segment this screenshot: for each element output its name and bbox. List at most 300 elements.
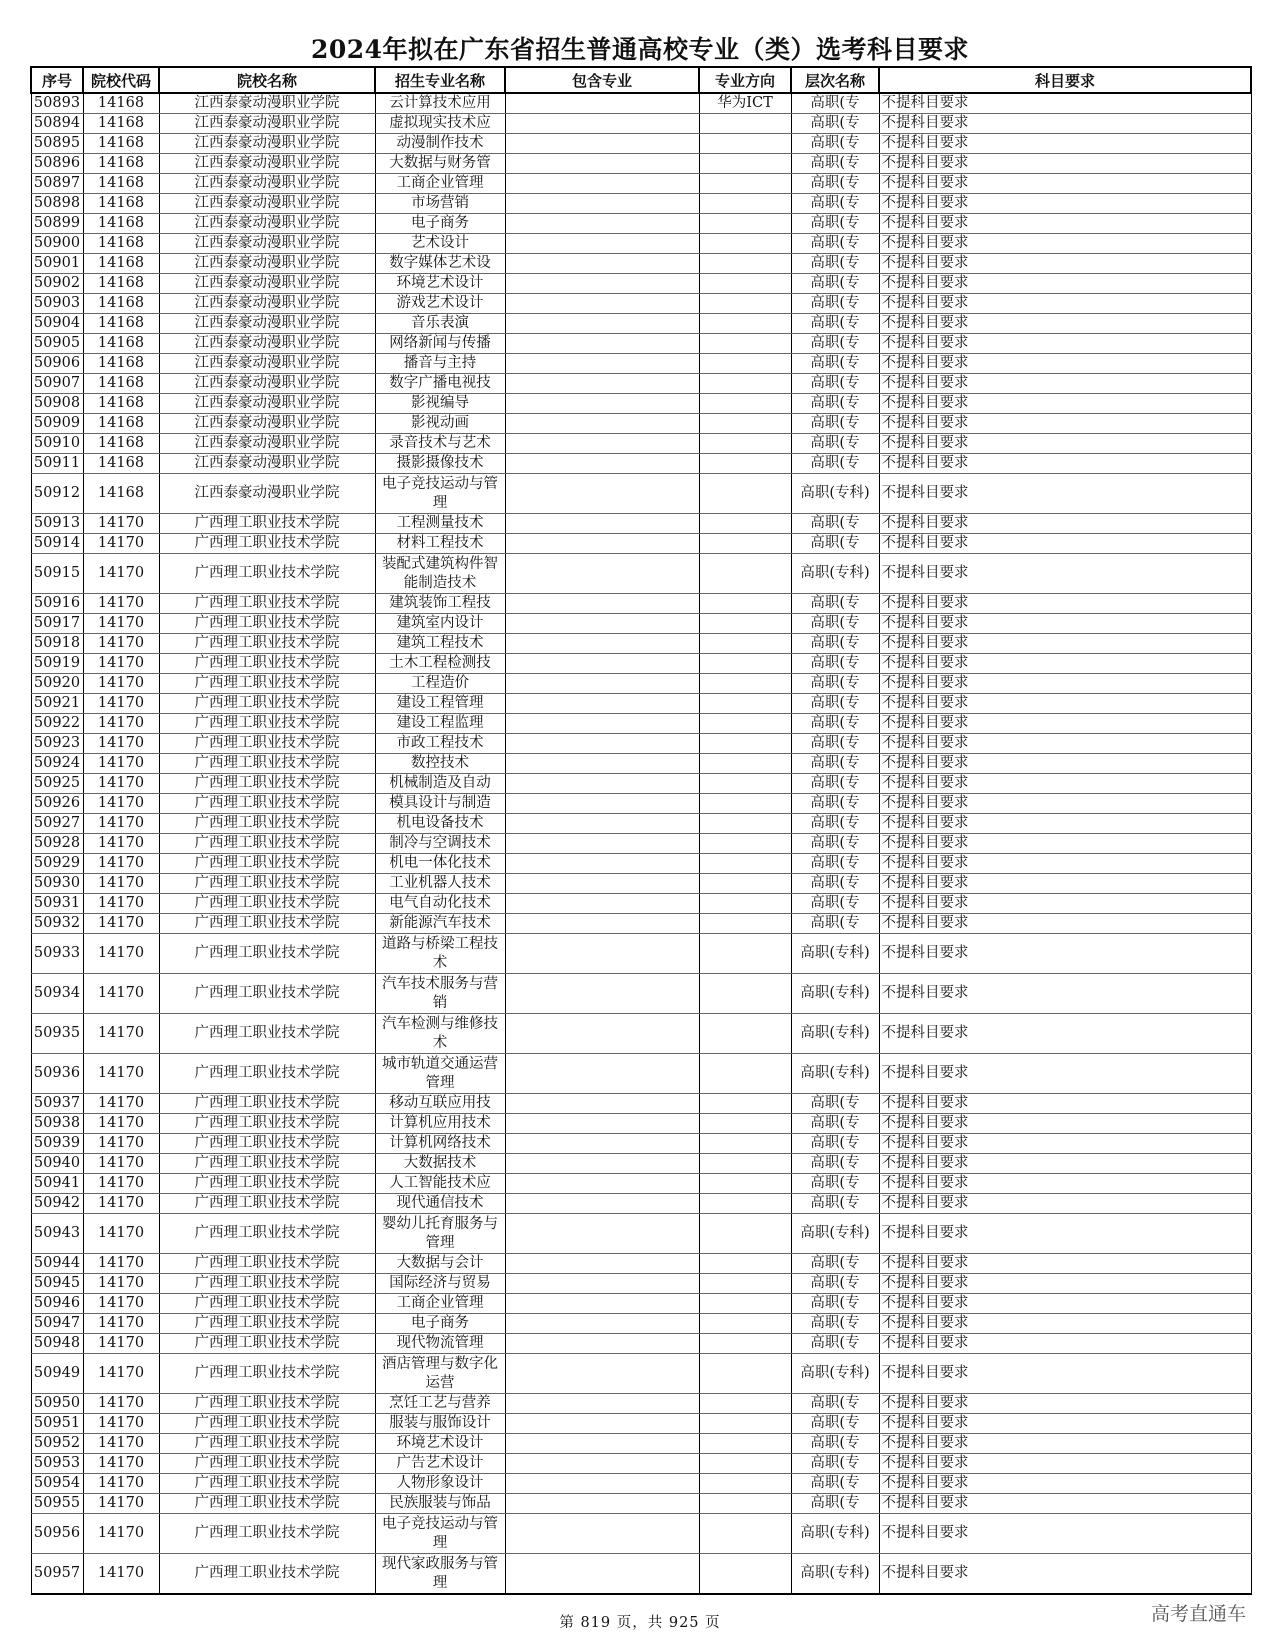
cell-included-majors — [505, 754, 699, 774]
cell-major-name: 电子竞技运动与管理 — [375, 1514, 505, 1554]
cell-seq: 50937 — [31, 1094, 83, 1114]
cell-school-name: 江西泰豪动漫职业学院 — [159, 414, 375, 434]
cell-school-code: 14170 — [83, 634, 159, 654]
table-row — [31, 1454, 1251, 1474]
cell-included-majors — [505, 514, 699, 534]
cell-seq: 50948 — [31, 1334, 83, 1354]
cell-school-name: 江西泰豪动漫职业学院 — [159, 114, 375, 134]
cell-seq: 50902 — [31, 274, 83, 294]
cell-level: 高职(专 — [791, 93, 879, 114]
cell-school-name: 广西理工职业技术学院 — [159, 634, 375, 654]
cell-included-majors — [505, 654, 699, 674]
cell-level: 高职(专 — [791, 794, 879, 814]
cell-included-majors — [505, 1294, 699, 1314]
cell-major-name: 计算机应用技术 — [375, 1114, 505, 1134]
cell-seq: 50905 — [31, 334, 83, 354]
cell-school-code: 14170 — [83, 514, 159, 534]
cell-school-code: 14170 — [83, 694, 159, 714]
table-row — [31, 1554, 1251, 1595]
cell-school-code: 14168 — [83, 374, 159, 394]
cell-subject-req: 不提科目要求 — [879, 1194, 1251, 1214]
cell-subject-req: 不提科目要求 — [879, 1254, 1251, 1274]
cell-major-direction — [699, 1294, 791, 1314]
cell-included-majors — [505, 1094, 699, 1114]
cell-major-name: 制冷与空调技术 — [375, 834, 505, 854]
cell-level: 高职(专 — [791, 834, 879, 854]
cell-included-majors — [505, 794, 699, 814]
cell-included-majors — [505, 254, 699, 274]
cell-seq: 50904 — [31, 314, 83, 334]
cell-level: 高职(专 — [791, 1434, 879, 1454]
cell-subject-req: 不提科目要求 — [879, 1514, 1251, 1554]
cell-school-name: 广西理工职业技术学院 — [159, 1134, 375, 1154]
cell-major-name: 建设工程监理 — [375, 714, 505, 734]
table-row — [31, 694, 1251, 714]
cell-school-code: 14168 — [83, 314, 159, 334]
cell-included-majors — [505, 634, 699, 654]
cell-major-direction — [699, 834, 791, 854]
cell-major-direction — [699, 214, 791, 234]
table-row — [31, 174, 1251, 194]
cell-major-name: 大数据与会计 — [375, 1254, 505, 1274]
cell-subject-req: 不提科目要求 — [879, 1054, 1251, 1094]
cell-subject-req: 不提科目要求 — [879, 834, 1251, 854]
table-row — [31, 914, 1251, 934]
cell-school-name: 广西理工职业技术学院 — [159, 914, 375, 934]
cell-major-direction — [699, 1154, 791, 1174]
cell-level: 高职(专 — [791, 874, 879, 894]
cell-subject-req: 不提科目要求 — [879, 554, 1251, 594]
cell-school-name: 广西理工职业技术学院 — [159, 1414, 375, 1434]
cell-school-name: 广西理工职业技术学院 — [159, 554, 375, 594]
cell-school-name: 广西理工职业技术学院 — [159, 774, 375, 794]
cell-major-name: 影视动画 — [375, 414, 505, 434]
cell-subject-req: 不提科目要求 — [879, 754, 1251, 774]
cell-seq: 50932 — [31, 914, 83, 934]
cell-level: 高职(专 — [791, 634, 879, 654]
cell-level: 高职(专 — [791, 594, 879, 614]
cell-school-code: 14168 — [83, 454, 159, 474]
cell-included-majors — [505, 714, 699, 734]
cell-school-code: 14170 — [83, 674, 159, 694]
cell-seq: 50945 — [31, 1274, 83, 1294]
cell-level: 高职(专 — [791, 1454, 879, 1474]
table-row — [31, 194, 1251, 214]
cell-major-direction — [699, 1474, 791, 1494]
cell-level: 高职(专 — [791, 1094, 879, 1114]
cell-major-direction — [699, 534, 791, 554]
table-row — [31, 1514, 1251, 1554]
cell-major-name: 道路与桥梁工程技术 — [375, 934, 505, 974]
cell-school-code: 14170 — [83, 1554, 159, 1595]
cell-included-majors — [505, 93, 699, 114]
cell-seq: 50906 — [31, 354, 83, 374]
table-row — [31, 414, 1251, 434]
cell-school-name: 广西理工职业技术学院 — [159, 1554, 375, 1595]
cell-major-name: 移动互联应用技 — [375, 1094, 505, 1114]
cell-level: 高职(专 — [791, 1194, 879, 1214]
table-row — [31, 334, 1251, 354]
cell-included-majors — [505, 294, 699, 314]
cell-major-name: 云计算技术应用 — [375, 93, 505, 114]
cell-major-direction — [699, 234, 791, 254]
cell-major-name: 摄影摄像技术 — [375, 454, 505, 474]
table-row — [31, 1134, 1251, 1154]
page-footer: 第 819 页，共 925 页 — [559, 1615, 721, 1631]
brand-watermark: 高考直通车 — [1150, 1603, 1246, 1625]
cell-seq: 50893 — [31, 93, 83, 114]
cell-school-code: 14170 — [83, 1514, 159, 1554]
cell-school-code: 14168 — [83, 194, 159, 214]
cell-major-direction — [699, 634, 791, 654]
table-header-row — [31, 67, 1251, 93]
cell-seq: 50911 — [31, 454, 83, 474]
cell-major-direction — [699, 1514, 791, 1554]
cell-level: 高职(专 — [791, 1174, 879, 1194]
table-row — [31, 1494, 1251, 1514]
cell-subject-req: 不提科目要求 — [879, 1154, 1251, 1174]
cell-level: 高职(专 — [791, 414, 879, 434]
cell-school-code: 14168 — [83, 174, 159, 194]
cell-level: 高职(专科) — [791, 934, 879, 974]
cell-seq: 50957 — [31, 1554, 83, 1595]
table-row — [31, 254, 1251, 274]
cell-school-name: 江西泰豪动漫职业学院 — [159, 314, 375, 334]
cell-major-name: 电子商务 — [375, 214, 505, 234]
cell-seq: 50952 — [31, 1434, 83, 1454]
table-row — [31, 314, 1251, 334]
table-row — [31, 594, 1251, 614]
cell-level: 高职(专 — [791, 614, 879, 634]
cell-school-code: 14168 — [83, 214, 159, 234]
table-row — [31, 234, 1251, 254]
table-row — [31, 474, 1251, 514]
cell-major-name: 录音技术与艺术 — [375, 434, 505, 454]
cell-school-name: 广西理工职业技术学院 — [159, 1294, 375, 1314]
cell-level: 高职(专 — [791, 734, 879, 754]
col-header-subject-req: 科目要求 — [879, 67, 1251, 93]
cell-school-name: 广西理工职业技术学院 — [159, 1214, 375, 1254]
cell-included-majors — [505, 434, 699, 454]
cell-subject-req: 不提科目要求 — [879, 374, 1251, 394]
cell-major-direction — [699, 1254, 791, 1274]
cell-level: 高职(专 — [791, 174, 879, 194]
cell-school-code: 14168 — [83, 354, 159, 374]
cell-major-direction — [699, 334, 791, 354]
cell-subject-req: 不提科目要求 — [879, 314, 1251, 334]
cell-major-name: 动漫制作技术 — [375, 134, 505, 154]
cell-level: 高职(专 — [791, 1294, 879, 1314]
cell-level: 高职(专科) — [791, 1214, 879, 1254]
cell-school-name: 广西理工职业技术学院 — [159, 534, 375, 554]
cell-school-name: 江西泰豪动漫职业学院 — [159, 294, 375, 314]
cell-major-name: 虚拟现实技术应 — [375, 114, 505, 134]
cell-included-majors — [505, 1214, 699, 1254]
table-row — [31, 1094, 1251, 1114]
cell-included-majors — [505, 1054, 699, 1094]
cell-major-name: 播音与主持 — [375, 354, 505, 374]
cell-included-majors — [505, 974, 699, 1014]
cell-major-name: 环境艺术设计 — [375, 274, 505, 294]
cell-major-direction — [699, 974, 791, 1014]
cell-seq: 50895 — [31, 134, 83, 154]
cell-subject-req: 不提科目要求 — [879, 114, 1251, 134]
table-row — [31, 1054, 1251, 1094]
table-row — [31, 1014, 1251, 1054]
cell-major-name: 烹饪工艺与营养 — [375, 1394, 505, 1414]
cell-included-majors — [505, 1174, 699, 1194]
cell-major-direction — [699, 894, 791, 914]
cell-level: 高职(专 — [791, 114, 879, 134]
cell-seq: 50901 — [31, 254, 83, 274]
cell-school-code: 14168 — [83, 134, 159, 154]
cell-school-name: 广西理工职业技术学院 — [159, 934, 375, 974]
cell-major-name: 音乐表演 — [375, 314, 505, 334]
cell-seq: 50923 — [31, 734, 83, 754]
cell-major-direction — [699, 914, 791, 934]
cell-level: 高职(专 — [791, 1114, 879, 1134]
cell-included-majors — [505, 114, 699, 134]
cell-major-direction — [699, 1454, 791, 1474]
cell-seq: 50953 — [31, 1454, 83, 1474]
cell-level: 高职(专 — [791, 534, 879, 554]
cell-major-name: 游戏艺术设计 — [375, 294, 505, 314]
cell-level: 高职(专 — [791, 274, 879, 294]
cell-school-code: 14170 — [83, 1134, 159, 1154]
table-row — [31, 1314, 1251, 1334]
cell-subject-req: 不提科目要求 — [879, 1174, 1251, 1194]
cell-subject-req: 不提科目要求 — [879, 234, 1251, 254]
page-title: 2024年拟在广东省招生普通高校专业（类）选考科目要求 — [310, 35, 970, 64]
cell-subject-req: 不提科目要求 — [879, 1354, 1251, 1394]
cell-major-direction — [699, 1114, 791, 1134]
cell-subject-req: 不提科目要求 — [879, 634, 1251, 654]
cell-school-name: 江西泰豪动漫职业学院 — [159, 93, 375, 114]
cell-school-name: 广西理工职业技术学院 — [159, 794, 375, 814]
cell-major-name: 广告艺术设计 — [375, 1454, 505, 1474]
cell-subject-req: 不提科目要求 — [879, 1274, 1251, 1294]
cell-included-majors — [505, 1434, 699, 1454]
cell-subject-req: 不提科目要求 — [879, 1314, 1251, 1334]
cell-major-direction — [699, 774, 791, 794]
table-row — [31, 1194, 1251, 1214]
cell-major-direction — [699, 654, 791, 674]
cell-major-name: 模具设计与制造 — [375, 794, 505, 814]
cell-subject-req: 不提科目要求 — [879, 434, 1251, 454]
cell-school-name: 广西理工职业技术学院 — [159, 514, 375, 534]
cell-major-direction — [699, 1094, 791, 1114]
cell-major-direction — [699, 354, 791, 374]
cell-major-name: 人工智能技术应 — [375, 1174, 505, 1194]
cell-school-name: 江西泰豪动漫职业学院 — [159, 214, 375, 234]
cell-major-name: 工商企业管理 — [375, 1294, 505, 1314]
cell-seq: 50899 — [31, 214, 83, 234]
cell-major-direction — [699, 1334, 791, 1354]
table-row — [31, 854, 1251, 874]
cell-school-name: 广西理工职业技术学院 — [159, 754, 375, 774]
cell-included-majors — [505, 534, 699, 554]
cell-school-name: 江西泰豪动漫职业学院 — [159, 154, 375, 174]
table-row — [31, 714, 1251, 734]
cell-major-direction — [699, 454, 791, 474]
cell-level: 高职(专科) — [791, 974, 879, 1014]
table-row — [31, 1414, 1251, 1434]
cell-included-majors — [505, 354, 699, 374]
cell-subject-req: 不提科目要求 — [879, 514, 1251, 534]
cell-seq: 50921 — [31, 694, 83, 714]
cell-subject-req: 不提科目要求 — [879, 354, 1251, 374]
cell-included-majors — [505, 374, 699, 394]
cell-major-name: 工程造价 — [375, 674, 505, 694]
col-header-school-code: 院校代码 — [83, 67, 159, 93]
cell-major-name: 现代家政服务与管理 — [375, 1554, 505, 1595]
cell-school-name: 广西理工职业技术学院 — [159, 1514, 375, 1554]
cell-included-majors — [505, 1314, 699, 1334]
cell-level: 高职(专 — [791, 154, 879, 174]
cell-seq: 50955 — [31, 1494, 83, 1514]
cell-seq: 50942 — [31, 1194, 83, 1214]
table-row — [31, 114, 1251, 134]
cell-school-code: 14170 — [83, 1394, 159, 1414]
cell-level: 高职(专 — [791, 754, 879, 774]
cell-subject-req: 不提科目要求 — [879, 894, 1251, 914]
table-row — [31, 1174, 1251, 1194]
cell-subject-req: 不提科目要求 — [879, 214, 1251, 234]
cell-included-majors — [505, 894, 699, 914]
table-row — [31, 514, 1251, 534]
cell-school-name: 广西理工职业技术学院 — [159, 654, 375, 674]
cell-major-direction — [699, 1194, 791, 1214]
cell-included-majors — [505, 1354, 699, 1394]
cell-school-code: 14170 — [83, 854, 159, 874]
table-row — [31, 214, 1251, 234]
cell-level: 高职(专 — [791, 334, 879, 354]
cell-major-name: 人物形象设计 — [375, 1474, 505, 1494]
cell-subject-req: 不提科目要求 — [879, 594, 1251, 614]
cell-level: 高职(专 — [791, 314, 879, 334]
cell-included-majors — [505, 1394, 699, 1414]
cell-school-code: 14170 — [83, 794, 159, 814]
cell-subject-req: 不提科目要求 — [879, 1394, 1251, 1414]
cell-school-name: 广西理工职业技术学院 — [159, 1454, 375, 1474]
cell-school-code: 14168 — [83, 234, 159, 254]
cell-major-name: 大数据与财务管 — [375, 154, 505, 174]
table-row — [31, 294, 1251, 314]
cell-major-direction — [699, 1274, 791, 1294]
cell-school-code: 14170 — [83, 654, 159, 674]
cell-school-code: 14170 — [83, 934, 159, 974]
cell-included-majors — [505, 674, 699, 694]
cell-seq: 50940 — [31, 1154, 83, 1174]
cell-major-direction — [699, 474, 791, 514]
cell-seq: 50936 — [31, 1054, 83, 1094]
cell-major-name: 工业机器人技术 — [375, 874, 505, 894]
table-row — [31, 774, 1251, 794]
cell-level: 高职(专 — [791, 714, 879, 734]
cell-school-code: 14168 — [83, 434, 159, 454]
cell-major-name: 酒店管理与数字化运营 — [375, 1354, 505, 1394]
cell-major-direction — [699, 514, 791, 534]
cell-school-name: 广西理工职业技术学院 — [159, 1154, 375, 1174]
cell-major-name: 工商企业管理 — [375, 174, 505, 194]
cell-seq: 50935 — [31, 1014, 83, 1054]
cell-school-name: 广西理工职业技术学院 — [159, 1274, 375, 1294]
table-row — [31, 654, 1251, 674]
cell-school-name: 江西泰豪动漫职业学院 — [159, 374, 375, 394]
cell-level: 高职(专科) — [791, 1554, 879, 1595]
cell-school-code: 14168 — [83, 334, 159, 354]
cell-subject-req: 不提科目要求 — [879, 1414, 1251, 1434]
cell-subject-req: 不提科目要求 — [879, 274, 1251, 294]
cell-seq: 50929 — [31, 854, 83, 874]
cell-subject-req: 不提科目要求 — [879, 414, 1251, 434]
cell-major-name: 机电一体化技术 — [375, 854, 505, 874]
table-row — [31, 1154, 1251, 1174]
cell-school-name: 江西泰豪动漫职业学院 — [159, 334, 375, 354]
cell-school-name: 广西理工职业技术学院 — [159, 1254, 375, 1274]
table-row — [31, 1474, 1251, 1494]
cell-included-majors — [505, 454, 699, 474]
cell-included-majors — [505, 1334, 699, 1354]
cell-school-code: 14170 — [83, 834, 159, 854]
cell-major-name: 现代物流管理 — [375, 1334, 505, 1354]
cell-major-name: 电子竞技运动与管理 — [375, 474, 505, 514]
table-row — [31, 674, 1251, 694]
cell-school-name: 广西理工职业技术学院 — [159, 834, 375, 854]
cell-included-majors — [505, 814, 699, 834]
cell-major-direction — [699, 254, 791, 274]
cell-school-name: 广西理工职业技术学院 — [159, 1174, 375, 1194]
cell-school-name: 广西理工职业技术学院 — [159, 594, 375, 614]
cell-school-code: 14168 — [83, 114, 159, 134]
cell-major-direction — [699, 674, 791, 694]
cell-major-name: 国际经济与贸易 — [375, 1274, 505, 1294]
table-row — [31, 354, 1251, 374]
col-header-school-name: 院校名称 — [159, 67, 375, 93]
cell-included-majors — [505, 334, 699, 354]
cell-major-direction — [699, 274, 791, 294]
cell-major-direction — [699, 794, 791, 814]
cell-school-code: 14168 — [83, 414, 159, 434]
cell-seq: 50925 — [31, 774, 83, 794]
cell-school-name: 广西理工职业技术学院 — [159, 1014, 375, 1054]
cell-included-majors — [505, 1154, 699, 1174]
cell-school-code: 14170 — [83, 874, 159, 894]
cell-major-name: 数字广播电视技 — [375, 374, 505, 394]
cell-subject-req: 不提科目要求 — [879, 914, 1251, 934]
cell-major-direction — [699, 314, 791, 334]
cell-major-name: 机电设备技术 — [375, 814, 505, 834]
cell-level: 高职(专 — [791, 454, 879, 474]
cell-seq: 50950 — [31, 1394, 83, 1414]
table-row — [31, 1274, 1251, 1294]
cell-level: 高职(专 — [791, 394, 879, 414]
cell-level: 高职(专 — [791, 1414, 879, 1434]
cell-seq: 50926 — [31, 794, 83, 814]
cell-subject-req: 不提科目要求 — [879, 1294, 1251, 1314]
cell-level: 高职(专 — [791, 674, 879, 694]
cell-level: 高职(专 — [791, 1154, 879, 1174]
table-row — [31, 754, 1251, 774]
cell-subject-req: 不提科目要求 — [879, 154, 1251, 174]
cell-included-majors — [505, 1134, 699, 1154]
cell-school-code: 14170 — [83, 1274, 159, 1294]
cell-subject-req: 不提科目要求 — [879, 394, 1251, 414]
cell-included-majors — [505, 1014, 699, 1054]
cell-subject-req: 不提科目要求 — [879, 534, 1251, 554]
cell-school-name: 江西泰豪动漫职业学院 — [159, 174, 375, 194]
cell-major-direction: 华为ICT — [699, 93, 791, 114]
